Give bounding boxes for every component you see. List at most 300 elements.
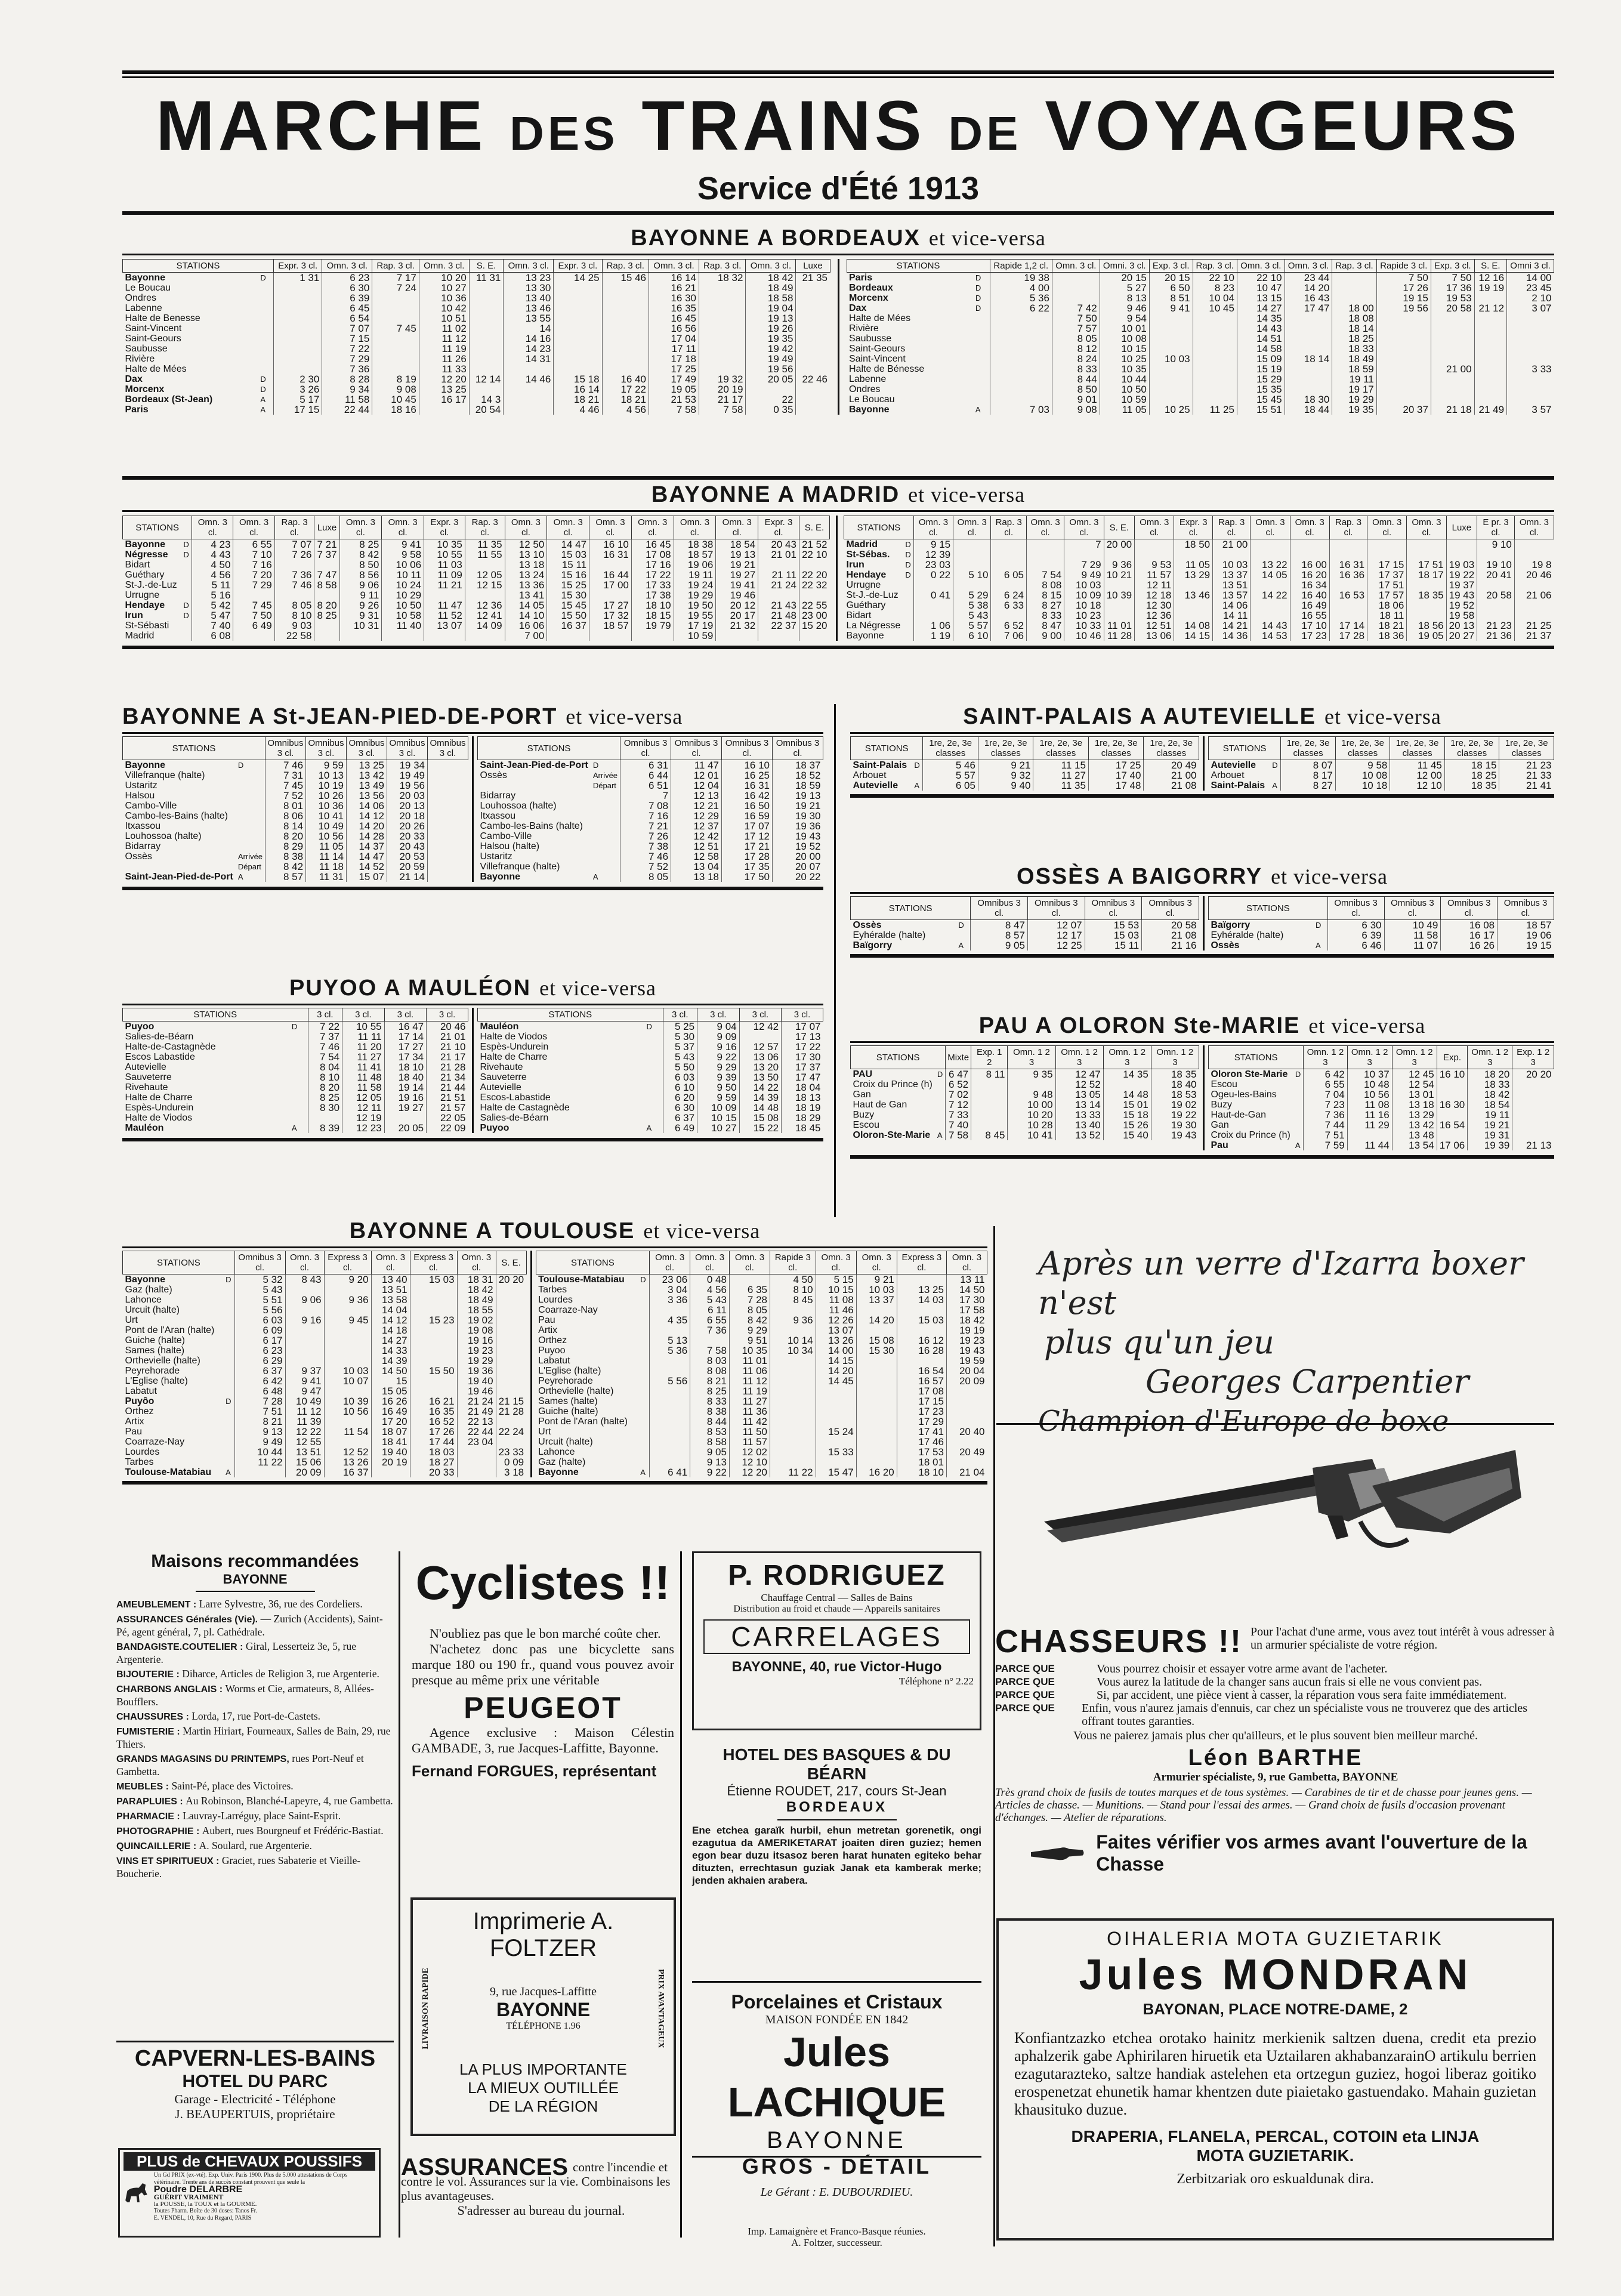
station-name: Toulouse-Matabiau bbox=[538, 1274, 625, 1285]
time-cell: 19 06 bbox=[674, 560, 716, 570]
timetable-row bbox=[536, 1386, 987, 1396]
time-cell: 10 23 bbox=[1064, 610, 1104, 621]
time-cell: 14 27 bbox=[1237, 303, 1285, 313]
timetable bbox=[850, 896, 1199, 951]
time-cell bbox=[1329, 539, 1367, 550]
time-cell: 10 24 bbox=[382, 580, 424, 590]
time-cell bbox=[496, 1315, 526, 1325]
time-cell: 12 57 bbox=[739, 1042, 782, 1052]
station-name: Sames (halte) bbox=[538, 1396, 598, 1406]
time-cell: 8 58 bbox=[314, 580, 339, 590]
timetable-row bbox=[851, 1110, 1199, 1120]
time-cell bbox=[856, 1356, 897, 1366]
time-cell: 12 20 bbox=[419, 374, 469, 384]
dep-arr-marker bbox=[973, 394, 990, 405]
time-cell: 11 21 bbox=[424, 580, 465, 590]
dep-arr-marker bbox=[644, 1093, 663, 1103]
station-name: Irun bbox=[846, 560, 864, 570]
time-cell bbox=[427, 841, 468, 851]
timetable-right bbox=[844, 516, 1554, 641]
time-cell: 12 11 bbox=[1135, 580, 1174, 590]
timetable-row bbox=[123, 1042, 468, 1052]
timetable-row bbox=[123, 1386, 527, 1396]
time-cell: 11 06 bbox=[729, 1366, 770, 1376]
time-cell: 16 31 bbox=[1329, 560, 1367, 570]
time-cell: 20 40 bbox=[946, 1427, 987, 1437]
dep-arr-marker: D bbox=[1295, 1070, 1301, 1079]
time-cell bbox=[650, 1366, 690, 1376]
timetable-row bbox=[123, 1467, 527, 1477]
timetable-row bbox=[478, 1072, 823, 1082]
timetable-row bbox=[478, 780, 823, 791]
time-cell bbox=[953, 560, 991, 570]
train-column-header: Luxe bbox=[796, 260, 830, 273]
time-cell: 14 46 bbox=[504, 374, 554, 384]
parce-que-list bbox=[995, 1662, 1556, 1728]
timetable-row bbox=[851, 920, 1199, 931]
stations-header: STATIONS bbox=[478, 1008, 663, 1022]
time-cell bbox=[796, 354, 830, 364]
train-column-header: Omni. 3 cl. bbox=[1100, 260, 1149, 273]
time-cell bbox=[1512, 1079, 1554, 1090]
chasseurs-intro: Pour l'achat d'une arme, vous avez tout intérêt à vous adresser à un armurier spécialiste de votre région. bbox=[1251, 1625, 1555, 1652]
maison-text: rues Port-Neuf et Gambetta. bbox=[116, 1752, 364, 1777]
station-name: Buzy bbox=[853, 1110, 875, 1120]
dep-arr-marker: D bbox=[1272, 761, 1278, 770]
time-cell: 0 22 bbox=[913, 570, 953, 580]
time-cell bbox=[324, 1325, 371, 1335]
time-cell: 18 59 bbox=[1332, 364, 1376, 374]
station-name: Bayonne bbox=[480, 872, 521, 882]
time-cell: 17 47 bbox=[782, 1072, 823, 1082]
time-cell bbox=[1431, 394, 1474, 405]
time-cell: 21 08 bbox=[1142, 930, 1199, 940]
dep-arr-marker: D bbox=[226, 1275, 231, 1284]
timetable bbox=[122, 1251, 527, 1477]
dep-arr-marker: D bbox=[183, 540, 189, 549]
time-cell: 4 00 bbox=[990, 283, 1052, 293]
time-cell: 13 25 bbox=[347, 760, 387, 771]
time-cell: 19 35 bbox=[746, 334, 796, 344]
time-cell: 19 29 bbox=[674, 590, 716, 600]
train-column-header: Omn. 3 cl. bbox=[649, 260, 699, 273]
time-cell: 20 00 bbox=[1104, 539, 1135, 550]
time-cell: 4 46 bbox=[554, 405, 602, 415]
train-column-header: Omn. 3 cl. bbox=[192, 516, 233, 539]
time-cell: 19 52 bbox=[773, 841, 823, 851]
time-cell: 8 33 bbox=[1052, 364, 1100, 374]
time-cell: 8 43 bbox=[285, 1274, 324, 1285]
time-cell: 19 43 bbox=[773, 831, 823, 841]
time-cell: 6 03 bbox=[663, 1072, 697, 1082]
time-cell bbox=[602, 334, 649, 344]
timetable-row bbox=[847, 374, 1554, 384]
time-cell bbox=[424, 631, 465, 641]
time-cell bbox=[946, 1386, 987, 1396]
time-cell bbox=[770, 1396, 816, 1406]
train-column-header: 1re, 2e, 3e classes bbox=[1033, 737, 1089, 760]
time-cell: 18 03 bbox=[410, 1447, 457, 1457]
timetable-row bbox=[851, 770, 1199, 780]
time-cell: 17 28 bbox=[722, 851, 773, 862]
time-cell: 6 49 bbox=[233, 621, 274, 631]
time-cell: 12 05 bbox=[342, 1093, 385, 1103]
shotgun-illustration bbox=[1038, 1432, 1527, 1611]
time-cell bbox=[496, 1376, 526, 1386]
time-cell: 4 56 bbox=[690, 1285, 730, 1295]
section-bayonne-st-jean bbox=[122, 704, 823, 890]
maison-item bbox=[116, 1810, 394, 1823]
time-cell: 10 35 bbox=[1100, 364, 1149, 374]
time-cell: 13 48 bbox=[1392, 1130, 1437, 1140]
time-cell bbox=[1052, 283, 1100, 293]
time-cell: 16 34 bbox=[1290, 580, 1329, 590]
train-column-header: Rap. 3 cl. bbox=[372, 260, 419, 273]
dep-arr-marker: A bbox=[1295, 1141, 1301, 1150]
stations-header: STATIONS bbox=[478, 737, 620, 760]
time-cell bbox=[1213, 550, 1251, 560]
time-cell bbox=[799, 631, 829, 641]
time-cell: 11 27 bbox=[729, 1396, 770, 1406]
train-column-header: Omn. 3 cl. bbox=[1514, 516, 1554, 539]
time-cell: 14 43 bbox=[1251, 621, 1290, 631]
station-name: Orthez bbox=[125, 1406, 154, 1417]
timetable-row bbox=[851, 1069, 1199, 1080]
time-cell: 10 58 bbox=[382, 610, 424, 621]
time-cell: 9 13 bbox=[234, 1427, 285, 1437]
time-cell: 19 22 bbox=[1446, 570, 1477, 580]
time-cell: 20 15 bbox=[1149, 273, 1193, 283]
time-cell: 20 54 bbox=[469, 405, 503, 415]
time-cell: 21 13 bbox=[1512, 1140, 1554, 1150]
time-cell: 10 01 bbox=[1100, 323, 1149, 334]
time-cell: 6 46 bbox=[1327, 940, 1384, 951]
train-column-header: 1re, 2e, 3e classes bbox=[1088, 737, 1144, 760]
time-cell bbox=[1407, 539, 1446, 550]
time-cell: 18 45 bbox=[782, 1123, 823, 1133]
station-name: Autevielle bbox=[480, 1082, 521, 1093]
time-cell: 19 02 bbox=[1151, 1100, 1199, 1110]
time-cell: 19 31 bbox=[1468, 1130, 1512, 1140]
mondran-name: Jules MONDRAN bbox=[1079, 1951, 1472, 1999]
time-cell: 21 49 bbox=[457, 1406, 496, 1417]
time-cell: 6 05 bbox=[991, 570, 1027, 580]
train-column-header: Omn. 1 2 3 bbox=[1468, 1046, 1512, 1069]
time-cell: 14 58 bbox=[1237, 344, 1285, 354]
dep-arr-marker bbox=[223, 1427, 234, 1437]
dep-arr-marker bbox=[644, 1032, 663, 1042]
time-cell: 10 51 bbox=[419, 313, 469, 323]
timetable-row bbox=[1208, 1079, 1554, 1090]
station-name: Puyoo bbox=[480, 1123, 510, 1133]
time-cell: 10 07 bbox=[324, 1376, 371, 1386]
time-cell: 14 21 bbox=[1213, 621, 1251, 631]
time-cell: 12 51 bbox=[1135, 621, 1174, 631]
time-cell bbox=[1290, 539, 1329, 550]
maison-item bbox=[116, 1710, 394, 1723]
time-cell: 20 27 bbox=[1446, 631, 1477, 641]
time-cell: 9 16 bbox=[285, 1315, 324, 1325]
timetable-row bbox=[123, 600, 830, 610]
time-cell: 6 20 bbox=[663, 1093, 697, 1103]
station-name: Ondres bbox=[125, 293, 156, 303]
dep-arr-marker: D bbox=[914, 761, 920, 770]
time-cell: 11 22 bbox=[234, 1457, 285, 1467]
train-column-header: Omn. 1 2 3 bbox=[1055, 1046, 1103, 1069]
time-cell: 8 21 bbox=[234, 1417, 285, 1427]
time-cell: 13 05 bbox=[1055, 1090, 1103, 1100]
time-cell: 12 55 bbox=[285, 1437, 324, 1447]
maison-text: Larre Sylvestre, 36, rue des Cordeliers. bbox=[199, 1598, 363, 1610]
station-name: Sames (halte) bbox=[125, 1345, 185, 1356]
dep-arr-marker bbox=[973, 364, 990, 374]
train-column-header: 3 cl. bbox=[697, 1008, 740, 1022]
time-cell bbox=[1474, 374, 1507, 384]
timetable bbox=[1208, 896, 1554, 951]
time-cell: 10 36 bbox=[419, 293, 469, 303]
dep-arr-marker bbox=[638, 1396, 649, 1406]
time-cell: 21 10 bbox=[427, 1042, 468, 1052]
time-cell: 19 13 bbox=[716, 550, 758, 560]
time-cell: 7 07 bbox=[274, 539, 314, 550]
time-cell: 14 31 bbox=[504, 354, 554, 364]
time-cell: 19 30 bbox=[1151, 1120, 1199, 1130]
train-column-header: Omn. 3 cl. bbox=[1367, 516, 1407, 539]
time-cell: 7 52 bbox=[265, 791, 306, 801]
station-name: Halte de Viodos bbox=[125, 1113, 193, 1123]
train-column-header: Omnibus 3 cl. bbox=[1384, 897, 1441, 920]
time-cell: 8 05 bbox=[620, 872, 671, 882]
time-cell: 16 57 bbox=[897, 1376, 946, 1386]
time-cell bbox=[796, 394, 830, 405]
timetable-row bbox=[536, 1427, 987, 1437]
time-cell: 16 21 bbox=[410, 1396, 457, 1406]
time-cell bbox=[285, 1285, 324, 1295]
time-cell: 11 31 bbox=[306, 872, 347, 882]
train-column-header: Express 3 cl. bbox=[410, 1251, 457, 1274]
lachique-advert: Porcelaines et Cristaux MAISON FONDÉE EN 1842 Jules LACHIQUE BAYONNE GROS - DÉTAIL bbox=[692, 1981, 981, 2158]
timetable-row bbox=[844, 610, 1554, 621]
station-name: Peyrehorade bbox=[125, 1366, 180, 1376]
time-cell bbox=[1027, 550, 1064, 560]
time-cell: 11 40 bbox=[382, 621, 424, 631]
train-column-header: Rap. 3 cl. bbox=[1193, 260, 1237, 273]
time-cell bbox=[1514, 580, 1554, 590]
column-divider bbox=[834, 704, 836, 1217]
time-cell bbox=[324, 1345, 371, 1356]
time-cell: 13 33 bbox=[1055, 1110, 1103, 1120]
station-name: Saint-Geours bbox=[849, 344, 906, 354]
time-cell: 16 00 bbox=[1290, 560, 1329, 570]
time-cell: 7 44 bbox=[1304, 1120, 1347, 1130]
time-cell bbox=[1329, 550, 1367, 560]
dep-arr-marker bbox=[1293, 1120, 1304, 1130]
time-cell bbox=[324, 1417, 371, 1427]
dep-arr-marker bbox=[644, 1062, 663, 1072]
station-name: Orthevielle (halte) bbox=[125, 1356, 200, 1366]
timetable-row bbox=[123, 1032, 468, 1042]
timetable-row bbox=[123, 1345, 527, 1356]
time-cell: 7 45 bbox=[233, 600, 274, 610]
time-cell: 14 06 bbox=[347, 801, 387, 811]
time-cell: 8 10 bbox=[770, 1285, 816, 1295]
dep-arr-marker: D bbox=[958, 921, 964, 930]
time-cell bbox=[496, 1285, 526, 1295]
time-cell: 11 09 bbox=[424, 570, 465, 580]
time-cell: 16 43 bbox=[1285, 293, 1332, 303]
dep-arr-marker bbox=[289, 1052, 308, 1062]
time-cell: 12 19 bbox=[342, 1113, 385, 1123]
station-name: Halte de Charre bbox=[125, 1093, 193, 1103]
maison-text: Worms et Cie, armateurs, 8, Allées-Boufflers. bbox=[116, 1683, 374, 1708]
station-name: Halte de Viodos bbox=[480, 1032, 548, 1042]
time-cell: 11 05 bbox=[1174, 560, 1213, 570]
time-cell bbox=[1507, 344, 1554, 354]
time-cell: 10 18 bbox=[1335, 780, 1390, 791]
station-name: Escou bbox=[853, 1120, 879, 1130]
time-cell: 16 28 bbox=[897, 1345, 946, 1356]
timetable bbox=[536, 1251, 987, 1477]
time-cell bbox=[913, 580, 953, 590]
time-cell: 7 58 bbox=[690, 1345, 730, 1356]
time-cell: 14 22 bbox=[1251, 590, 1290, 600]
train-column-header: E pr. 3 cl. bbox=[1477, 516, 1515, 539]
time-cell bbox=[496, 1366, 526, 1376]
time-cell: 19 16 bbox=[457, 1335, 496, 1345]
timetable-row bbox=[851, 760, 1199, 771]
time-cell bbox=[233, 631, 274, 641]
stations-header: STATIONS bbox=[123, 260, 274, 273]
time-cell: 9 08 bbox=[372, 384, 419, 394]
timetable-row bbox=[123, 364, 830, 374]
time-cell: 17 37 bbox=[1367, 570, 1407, 580]
time-cell bbox=[274, 334, 322, 344]
station-name: Labenne bbox=[849, 374, 887, 384]
time-cell: 11 39 bbox=[285, 1417, 324, 1427]
time-cell: 23 06 bbox=[650, 1274, 690, 1285]
time-cell: 14 00 bbox=[816, 1345, 856, 1356]
dep-arr-marker bbox=[223, 1325, 234, 1335]
dep-arr-marker bbox=[903, 600, 913, 610]
time-cell bbox=[1507, 354, 1554, 364]
time-cell: 11 55 bbox=[465, 550, 505, 560]
season-subtitle: Service d'Été 1913 bbox=[697, 171, 980, 206]
time-cell bbox=[1512, 1100, 1554, 1110]
timetable-row bbox=[851, 1100, 1199, 1110]
time-cell bbox=[554, 313, 602, 323]
stations-header: STATIONS bbox=[123, 1008, 308, 1022]
dep-arr-marker: Départ bbox=[237, 862, 261, 871]
time-cell: 10 35 bbox=[729, 1345, 770, 1356]
time-cell: 2 10 bbox=[1507, 293, 1554, 303]
time-cell bbox=[990, 344, 1052, 354]
time-cell: 13 04 bbox=[671, 862, 722, 872]
time-cell: 17 26 bbox=[410, 1427, 457, 1437]
time-cell bbox=[816, 1406, 856, 1417]
time-cell: 9 29 bbox=[697, 1062, 740, 1072]
time-cell bbox=[1174, 580, 1213, 590]
maison-category: BIJOUTERIE : bbox=[116, 1669, 183, 1680]
time-cell bbox=[1329, 600, 1367, 610]
stations-header: STATIONS bbox=[851, 737, 923, 760]
time-cell: 7 06 bbox=[991, 631, 1027, 641]
maison-category: PHOTOGRAPHIE : bbox=[116, 1826, 202, 1837]
time-cell: 15 30 bbox=[547, 590, 589, 600]
time-cell: 7 46 bbox=[274, 580, 314, 590]
assurances-advert: ASSURANCES contre l'incendie et contre le vol. Assurances sur la vie. Combinaisons les plus avantageuses. S'adresser au bureau du journal. bbox=[401, 2154, 671, 2218]
time-cell: 7 29 bbox=[1064, 560, 1104, 570]
time-cell: 19 19 bbox=[1474, 283, 1507, 293]
time-cell: 22 bbox=[746, 394, 796, 405]
timetable-row bbox=[123, 1093, 468, 1103]
time-cell bbox=[1193, 364, 1237, 374]
time-cell: 9 00 bbox=[1027, 631, 1064, 641]
time-cell: 5 43 bbox=[663, 1052, 697, 1062]
time-cell bbox=[1407, 610, 1446, 621]
time-cell bbox=[1474, 344, 1507, 354]
dep-arr-marker: D bbox=[975, 283, 981, 292]
station-name: Salies-de-Béarn bbox=[480, 1113, 549, 1123]
time-cell: 11 46 bbox=[816, 1305, 856, 1315]
time-cell: 15 45 bbox=[1237, 394, 1285, 405]
time-cell: 10 31 bbox=[339, 621, 382, 631]
time-cell: 12 17 bbox=[1027, 930, 1085, 940]
dep-arr-marker bbox=[638, 1386, 649, 1396]
time-cell: 6 39 bbox=[1327, 930, 1384, 940]
time-cell: 10 42 bbox=[419, 303, 469, 313]
time-cell: 6 42 bbox=[1304, 1069, 1347, 1080]
time-cell: 11 57 bbox=[1135, 570, 1174, 580]
time-cell: 16 36 bbox=[1329, 570, 1367, 580]
time-cell: 12 15 bbox=[465, 580, 505, 590]
time-cell: 18 59 bbox=[773, 780, 823, 791]
time-cell: 18 20 bbox=[1468, 1069, 1512, 1080]
time-cell: 14 39 bbox=[739, 1093, 782, 1103]
timetable bbox=[122, 259, 830, 415]
stations-header: STATIONS bbox=[1208, 897, 1327, 920]
time-cell bbox=[554, 293, 602, 303]
time-cell: 21 01 bbox=[427, 1032, 468, 1042]
time-cell bbox=[1251, 600, 1290, 610]
train-column-header: Omn. 3 cl. bbox=[1407, 516, 1446, 539]
timetable bbox=[122, 736, 468, 882]
time-cell bbox=[699, 364, 746, 374]
time-cell: 9 58 bbox=[382, 550, 424, 560]
dep-arr-marker: D bbox=[226, 1397, 231, 1406]
timetable-row bbox=[123, 1274, 527, 1285]
timetable-row bbox=[844, 631, 1554, 641]
train-column-header: 3 cl. bbox=[739, 1008, 782, 1022]
time-cell: 13 29 bbox=[1174, 570, 1213, 580]
time-cell: 9 37 bbox=[285, 1366, 324, 1376]
time-cell: 10 03 bbox=[856, 1285, 897, 1295]
time-cell: 9 49 bbox=[1064, 570, 1104, 580]
time-cell: 7 26 bbox=[274, 550, 314, 560]
time-cell: 19 29 bbox=[1332, 394, 1376, 405]
time-cell bbox=[816, 1386, 856, 1396]
timetable-row bbox=[123, 580, 830, 590]
time-cell: 7 40 bbox=[192, 621, 233, 631]
station-name: Morcenx bbox=[849, 293, 888, 303]
time-cell bbox=[699, 303, 746, 313]
time-cell bbox=[602, 344, 649, 354]
time-cell bbox=[427, 801, 468, 811]
time-cell: 12 10 bbox=[1390, 780, 1445, 791]
time-cell: 19 41 bbox=[716, 580, 758, 590]
station-name: Halte de Charre bbox=[480, 1052, 548, 1062]
time-cell bbox=[324, 1437, 371, 1447]
time-cell: 18 35 bbox=[1151, 1069, 1199, 1080]
